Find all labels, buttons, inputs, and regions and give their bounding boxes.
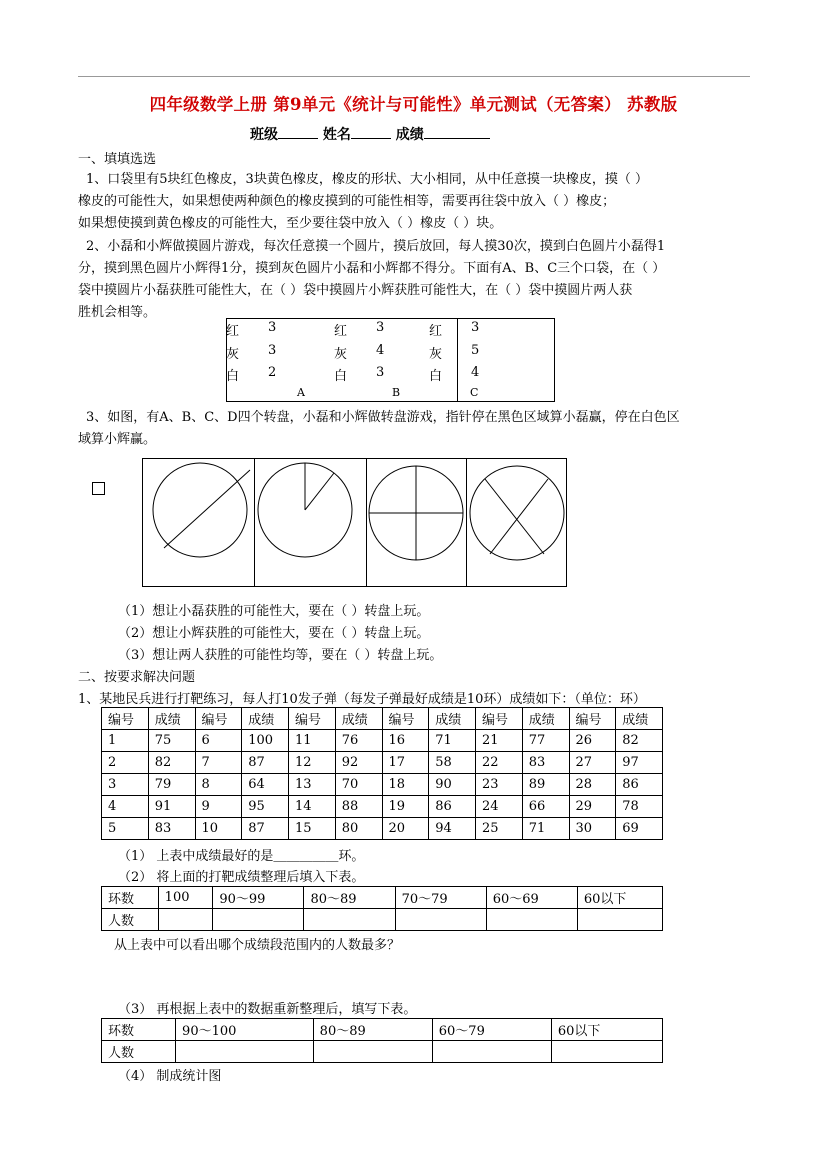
range-cell: 环数: [102, 1019, 176, 1041]
table-cell: 8: [195, 774, 242, 796]
score-blank[interactable]: [424, 124, 490, 139]
class-label: 班级: [250, 127, 278, 143]
table-row: [102, 796, 663, 818]
table-cell: 14: [289, 796, 336, 818]
table-cell: 77: [522, 730, 569, 752]
table-cell: 97: [616, 752, 663, 774]
range-table-1: [101, 886, 663, 931]
table-cell: 91: [148, 796, 195, 818]
s2-q1: 1、某地民兵进行打靶练习，每人打10发子弹（每发子弹最好成绩是10环）成绩如下：（单位：环）: [78, 692, 646, 707]
range-cell: 100: [158, 887, 213, 909]
spinner-d-line: [485, 479, 544, 554]
checkbox-icon: [92, 482, 105, 495]
table-cell: 29: [569, 796, 616, 818]
q2-line2: 分，摸到黑色圆片小辉得1分，摸到灰色圆片小磊和小辉都不得分。下面有A、B、C三个口袋，在（ ）: [78, 261, 666, 276]
bags-divider: [457, 319, 458, 401]
table-cell: 75: [148, 730, 195, 752]
table-cell: 69: [616, 818, 663, 840]
count-row: [102, 909, 663, 931]
bag-c-count: 4: [471, 365, 480, 380]
range-cell: 60～69: [486, 887, 577, 909]
table-cell: 27: [569, 752, 616, 774]
count-blank-cell[interactable]: [486, 909, 577, 931]
bag-c-color: 灰: [429, 347, 443, 362]
table-cell: 92: [335, 752, 382, 774]
table-cell: 24: [476, 796, 523, 818]
table-cell: 79: [148, 774, 195, 796]
count-row: [102, 1041, 663, 1063]
header-cell: 编号: [102, 708, 149, 730]
bag-c-color: 红: [429, 324, 443, 339]
q3-sub2: （2）想让小辉获胜的可能性大，要在（ ）转盘上玩。: [118, 626, 430, 641]
q2-line3: 袋中摸圆片小磊获胜可能性大，在（ ）袋中摸圆片小辉获胜可能性大，在（ ）袋中摸圆片两人获: [78, 283, 633, 298]
range-table-2: [101, 1018, 663, 1063]
table-cell: 94: [429, 818, 476, 840]
header-cell: 编号: [195, 708, 242, 730]
s2-p4: （4） 制成统计图: [118, 1069, 222, 1084]
table-cell: 64: [242, 774, 289, 796]
table-cell: 90: [429, 774, 476, 796]
table-cell: 78: [616, 796, 663, 818]
table-cell: 23: [476, 774, 523, 796]
table-cell: 25: [476, 818, 523, 840]
table-header-row: [102, 708, 663, 730]
s2-p1: （1） 上表中成绩最好的是＿＿＿＿＿环。: [118, 849, 365, 864]
table-cell: 82: [616, 730, 663, 752]
table-cell: 18: [382, 774, 429, 796]
count-blank-cell[interactable]: [176, 1041, 314, 1063]
count-blank-cell[interactable]: [577, 909, 662, 931]
count-blank-cell[interactable]: [213, 909, 304, 931]
range-cell: 环数: [102, 887, 159, 909]
bag-label: B: [392, 386, 401, 399]
table-cell: 87: [242, 752, 289, 774]
table-cell: 95: [242, 796, 289, 818]
table-cell: 88: [335, 796, 382, 818]
header-cell: 编号: [476, 708, 523, 730]
header-cell: 成绩: [616, 708, 663, 730]
table-cell: 87: [242, 818, 289, 840]
spinner-b-line: [305, 473, 334, 510]
q3-sub1: （1）想让小磊获胜的可能性大，要在（ ）转盘上玩。: [118, 604, 430, 619]
bag-a-color: 白: [226, 369, 240, 384]
table-cell: 7: [195, 752, 242, 774]
table-cell: 86: [429, 796, 476, 818]
bag-a-count: 3: [268, 320, 277, 335]
name-blank[interactable]: [351, 124, 391, 139]
bag-a-color: 红: [226, 324, 240, 339]
q2-line4: 胜机会相等。: [78, 305, 157, 320]
class-blank[interactable]: [278, 124, 318, 139]
table-cell: 82: [148, 752, 195, 774]
table-cell: 80: [335, 818, 382, 840]
bag-b-count: 3: [376, 320, 385, 335]
bag-c-color: 白: [429, 369, 443, 384]
range-cell: 90～99: [213, 887, 304, 909]
count-blank-cell[interactable]: [313, 1041, 432, 1063]
table-cell: 17: [382, 752, 429, 774]
bag-label: A: [297, 386, 305, 399]
count-blank-cell[interactable]: [395, 909, 486, 931]
count-label: 人数: [102, 1041, 176, 1063]
table-cell: 86: [616, 774, 663, 796]
bag-b-count: 4: [376, 343, 385, 358]
table-cell: 22: [476, 752, 523, 774]
table-cell: 71: [522, 818, 569, 840]
table-cell: 16: [382, 730, 429, 752]
range-header-row: [102, 887, 663, 909]
range-header-row: [102, 1019, 663, 1041]
q3-sub3: （3）想让两人获胜的可能性均等，要在（ ）转盘上玩。: [118, 648, 443, 663]
table-cell: 30: [569, 818, 616, 840]
top-rule: [78, 76, 750, 77]
header-cell: 编号: [289, 708, 336, 730]
table-row: [102, 818, 663, 840]
q3-line1: 3、如图，有A、B、C、D四个转盘，小磊和小辉做转盘游戏，指针停在黑色区域算小磊赢，停在白色区: [86, 410, 680, 425]
table-cell: 15: [289, 818, 336, 840]
table-row: [102, 752, 663, 774]
name-label: 姓名: [322, 127, 351, 143]
table-cell: 12: [289, 752, 336, 774]
q1-line1: 1、口袋里有5块红色橡皮，3块黄色橡皮，橡皮的形状、大小相同，从中任意摸一块橡皮，摸（ ）: [86, 172, 648, 187]
table-cell: 28: [569, 774, 616, 796]
bag-label: C: [470, 386, 479, 399]
student-info: [250, 124, 490, 144]
table-cell: 6: [195, 730, 242, 752]
s2-question: 从上表中可以看出哪个成绩段范围内的人数最多？: [114, 938, 401, 953]
table-cell: 9: [195, 796, 242, 818]
s2-p3: （3） 再根据上表中的数据重新整理后，填写下表。: [118, 1002, 417, 1017]
header-cell: 成绩: [148, 708, 195, 730]
count-blank-cell[interactable]: [432, 1041, 551, 1063]
section1-heading: 一、填填选选: [78, 152, 157, 167]
range-cell: 80～89: [313, 1019, 432, 1041]
table-row: [102, 774, 663, 796]
table-cell: 71: [429, 730, 476, 752]
range-cell: 90～100: [176, 1019, 314, 1041]
bag-b-color: 红: [334, 324, 348, 339]
bag-b-color: 白: [334, 369, 348, 384]
table-cell: 66: [522, 796, 569, 818]
table-cell: 19: [382, 796, 429, 818]
spinner-d-line: [490, 479, 548, 554]
range-cell: 60以下: [577, 887, 662, 909]
score-label: 成绩: [395, 127, 424, 143]
table-cell: 5: [102, 818, 149, 840]
table-cell: 2: [102, 752, 149, 774]
bag-a-color: 灰: [226, 347, 240, 362]
table-cell: 70: [335, 774, 382, 796]
q2-line1: 2、小磊和小辉做摸圆片游戏，每次任意摸一个圆片，摸后放回，每人摸30次，摸到白色圆片小磊得1: [86, 239, 666, 254]
page-title: 四年级数学上册 第9单元《统计与可能性》单元测试（无答案） 苏教版: [149, 95, 678, 114]
spinners-frame: [143, 459, 567, 587]
range-cell: 80～89: [304, 887, 395, 909]
header-cell: 编号: [382, 708, 429, 730]
count-blank-cell[interactable]: [304, 909, 395, 931]
header-cell: 成绩: [522, 708, 569, 730]
table-cell: 11: [289, 730, 336, 752]
range-cell: 70～79: [395, 887, 486, 909]
score-table: [101, 707, 663, 840]
header-cell: 成绩: [242, 708, 289, 730]
table-cell: 21: [476, 730, 523, 752]
table-cell: 76: [335, 730, 382, 752]
header-cell: 成绩: [429, 708, 476, 730]
count-blank-cell[interactable]: [158, 909, 213, 931]
bag-b-count: 3: [376, 365, 385, 380]
table-cell: 100: [242, 730, 289, 752]
q3-line2: 域算小辉赢。: [78, 432, 157, 447]
table-cell: 83: [148, 818, 195, 840]
table-cell: 3: [102, 774, 149, 796]
range-cell: 60～79: [432, 1019, 551, 1041]
table-cell: 20: [382, 818, 429, 840]
table-cell: 1: [102, 730, 149, 752]
table-cell: 58: [429, 752, 476, 774]
spinner-d-circle: [470, 466, 564, 560]
table-cell: 89: [522, 774, 569, 796]
table-cell: 10: [195, 818, 242, 840]
table-cell: 4: [102, 796, 149, 818]
bag-a-count: 3: [268, 343, 277, 358]
section2-heading: 二、按要求解决问题: [78, 670, 196, 685]
table-cell: 26: [569, 730, 616, 752]
s2-p2: （2） 将上面的打靶成绩整理后填入下表。: [118, 870, 365, 885]
bag-c-count: 3: [471, 320, 480, 335]
bag-b-color: 灰: [334, 347, 348, 362]
table-cell: 83: [522, 752, 569, 774]
spinner-a-line: [164, 470, 250, 548]
spinners-figure: [142, 458, 567, 588]
table-cell: 13: [289, 774, 336, 796]
header-cell: 成绩: [335, 708, 382, 730]
count-label: 人数: [102, 909, 159, 931]
q1-line3: 如果想使摸到黄色橡皮的可能性大，至少要往袋中放入（ ）橡皮（ ）块。: [78, 216, 503, 231]
spinner-a-circle: [153, 463, 247, 557]
q1-line2: 橡皮的可能性大，如果想使两种颜色的橡皮摸到的可能性相等，需要再往袋中放入（ ）橡皮；: [78, 194, 616, 209]
range-cell: 60以下: [551, 1019, 662, 1041]
header-cell: 编号: [569, 708, 616, 730]
count-blank-cell[interactable]: [551, 1041, 662, 1063]
table-row: [102, 730, 663, 752]
bag-c-count: 5: [471, 343, 480, 358]
bag-a-count: 2: [268, 365, 277, 380]
